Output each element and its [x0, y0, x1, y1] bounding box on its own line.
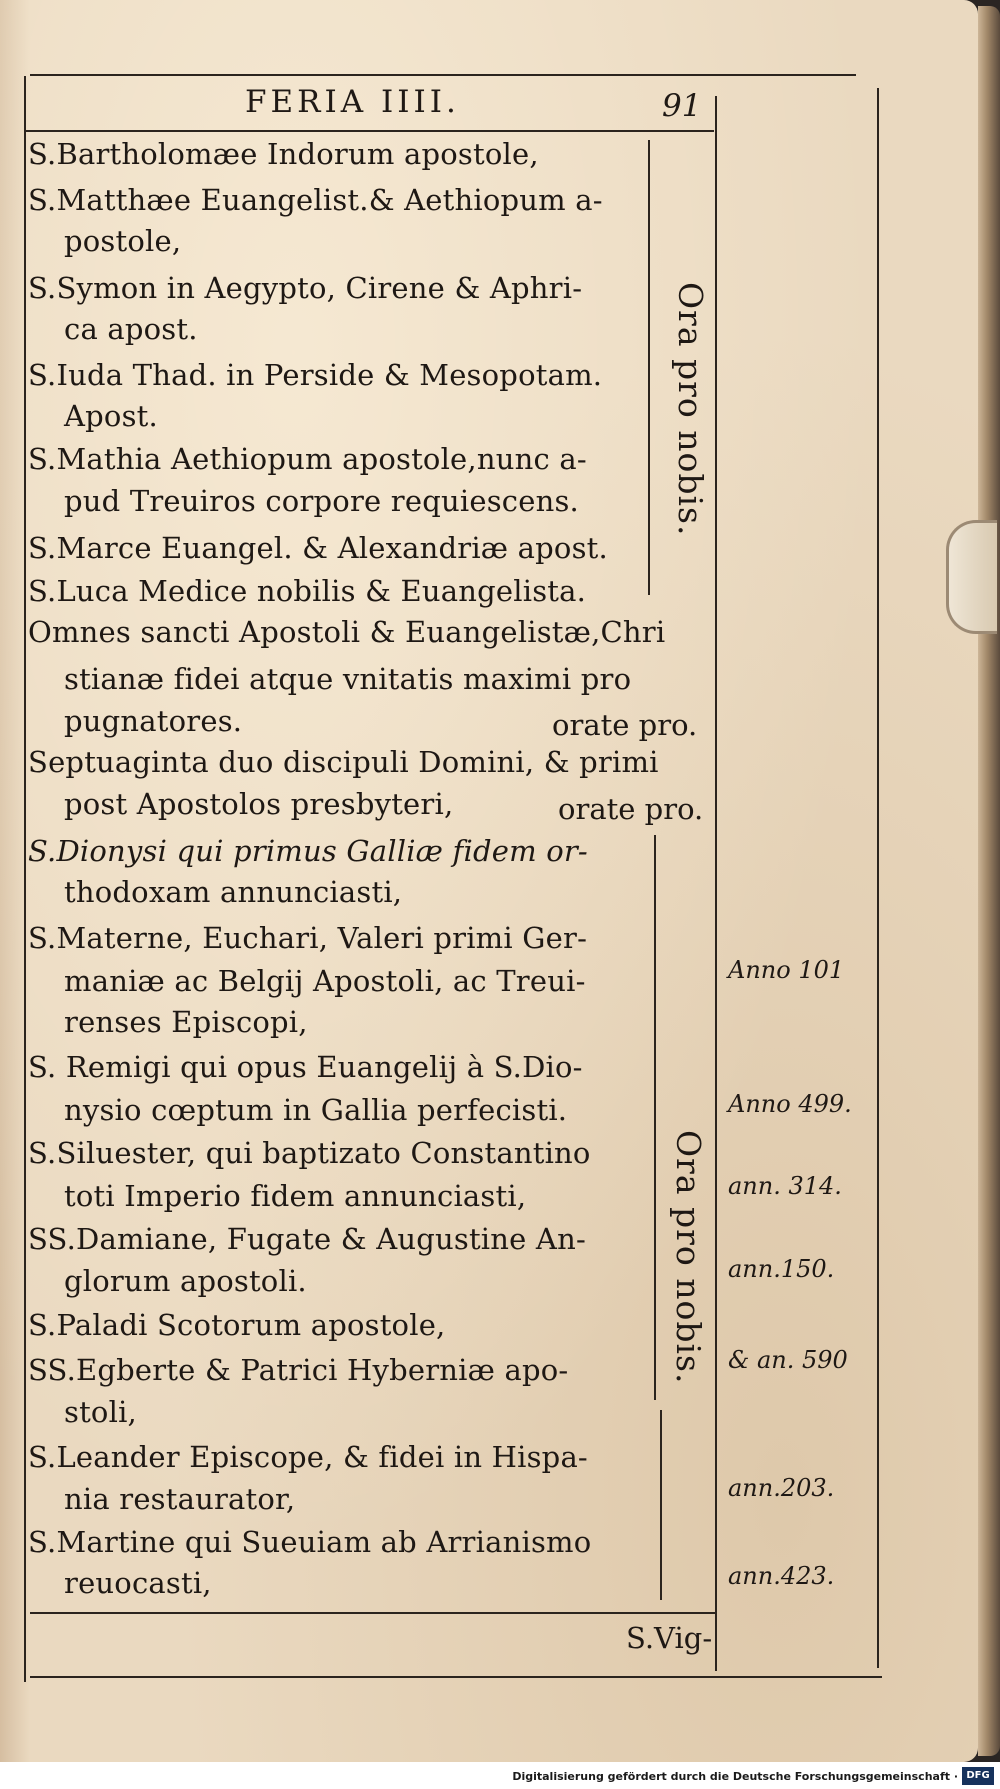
- text-line: S.Iuda Thad. in Perside & Mesopotam.: [28, 358, 603, 392]
- text-line: S.Bartholomæe Indorum apostole,: [28, 137, 539, 171]
- brace-rule-1: [648, 140, 650, 595]
- catchword: S.Vig-: [626, 1621, 713, 1655]
- text-line: nysio cœptum in Gallia perfecisti.: [64, 1093, 568, 1127]
- text-line: maniæ ac Belgij Apostoli, ac Treui-: [64, 964, 586, 998]
- text-line: Omnes sancti Apostoli & Euangelistæ,Chri: [28, 615, 666, 649]
- book-clasp: [946, 520, 997, 634]
- bottom-rule: [30, 1612, 716, 1614]
- header-rule: [24, 130, 714, 132]
- text-line: S.Luca Medice nobilis & Euangelista.: [28, 574, 587, 608]
- text-line: renses Episcopi,: [64, 1005, 308, 1039]
- orate-label: orate pro.: [552, 708, 698, 742]
- text-line: S.Marce Euangel. & Alexandriæ apost.: [28, 531, 608, 565]
- text-line: stianæ fidei atque vnitatis maximi pro: [64, 662, 632, 696]
- text-line: S. Remigi qui opus Euangelij à S.Dio-: [28, 1050, 583, 1084]
- text-line: nia restaurator,: [64, 1482, 296, 1516]
- text-line: reuocasti,: [64, 1566, 212, 1600]
- orate-label: orate pro.: [558, 792, 704, 826]
- bottom-rule-outer: [30, 1676, 882, 1678]
- text-line: S.Mathia Aethiopum apostole,nunc a-: [28, 442, 587, 476]
- margin-note: ann. 314.: [728, 1172, 842, 1200]
- text-line: stoli,: [64, 1395, 137, 1429]
- margin-note: ann.203.: [728, 1474, 835, 1502]
- text-frame-rule: [715, 96, 717, 1671]
- text-line: postole,: [64, 224, 182, 258]
- text-line: Apost.: [64, 399, 158, 433]
- text-line: thodoxam annunciasti,: [64, 875, 403, 909]
- text-line: toti Imperio fidem annunciasti,: [64, 1179, 527, 1213]
- side-label-ora-pro-nobis: Ora pro nobis.: [671, 282, 710, 537]
- margin-note: & an. 590: [728, 1346, 848, 1374]
- top-rule: [30, 74, 856, 76]
- running-title: FERIA IIII.: [245, 84, 460, 120]
- text-line: pud Treuiros corpore requiescens.: [64, 484, 579, 518]
- text-line: ca apost.: [64, 312, 198, 346]
- text-line: S.Leander Episcope, & fidei in Hispa-: [28, 1440, 588, 1474]
- outer-frame-rule: [877, 88, 879, 1668]
- text-line: Septuaginta duo discipuli Domini, & primi: [28, 745, 659, 779]
- footer-credit: Digitalisierung gefördert durch die Deutsche Forschungsgemeinschaft ·: [512, 1770, 958, 1783]
- brace-rule-2: [654, 835, 656, 1400]
- text-line: S.Martine qui Sueuiam ab Arrianismo: [28, 1525, 592, 1559]
- text-line: SS.Damiane, Fugate & Augustine An-: [28, 1222, 586, 1256]
- text-line: SS.Egberte & Patrici Hyberniæ apo-: [28, 1353, 569, 1387]
- text-line: S.Matthæe Euangelist.& Aethiopum a-: [28, 183, 603, 217]
- text-line: S.Paladi Scotorum apostole,: [28, 1308, 446, 1342]
- margin-note: Anno 101: [728, 956, 845, 984]
- page-edge: [978, 6, 1000, 1756]
- brace-rule-3: [660, 1410, 662, 1600]
- text-line: glorum apostoli.: [64, 1264, 307, 1298]
- side-label-ora-pro-nobis: Ora pro nobis.: [669, 1130, 708, 1385]
- margin-note: Anno 499.: [728, 1090, 852, 1118]
- margin-note: ann.150.: [728, 1255, 835, 1283]
- text-line: S.Siluester, qui baptizato Constantino: [28, 1136, 591, 1170]
- text-line: S.Materne, Euchari, Valeri primi Ger-: [28, 921, 588, 955]
- page-number: 91: [662, 88, 702, 124]
- text-line: post Apostolos presbyteri,: [64, 787, 454, 821]
- text-line: S.Symon in Aegypto, Cirene & Aphri-: [28, 271, 583, 305]
- dfg-logo: DFG: [962, 1767, 994, 1785]
- left-frame-rule: [24, 76, 26, 1682]
- margin-note: ann.423.: [728, 1562, 835, 1590]
- text-line: pugnatores.: [64, 704, 243, 738]
- text-line: S.Dionysi qui primus Galliæ fidem or-: [28, 834, 588, 868]
